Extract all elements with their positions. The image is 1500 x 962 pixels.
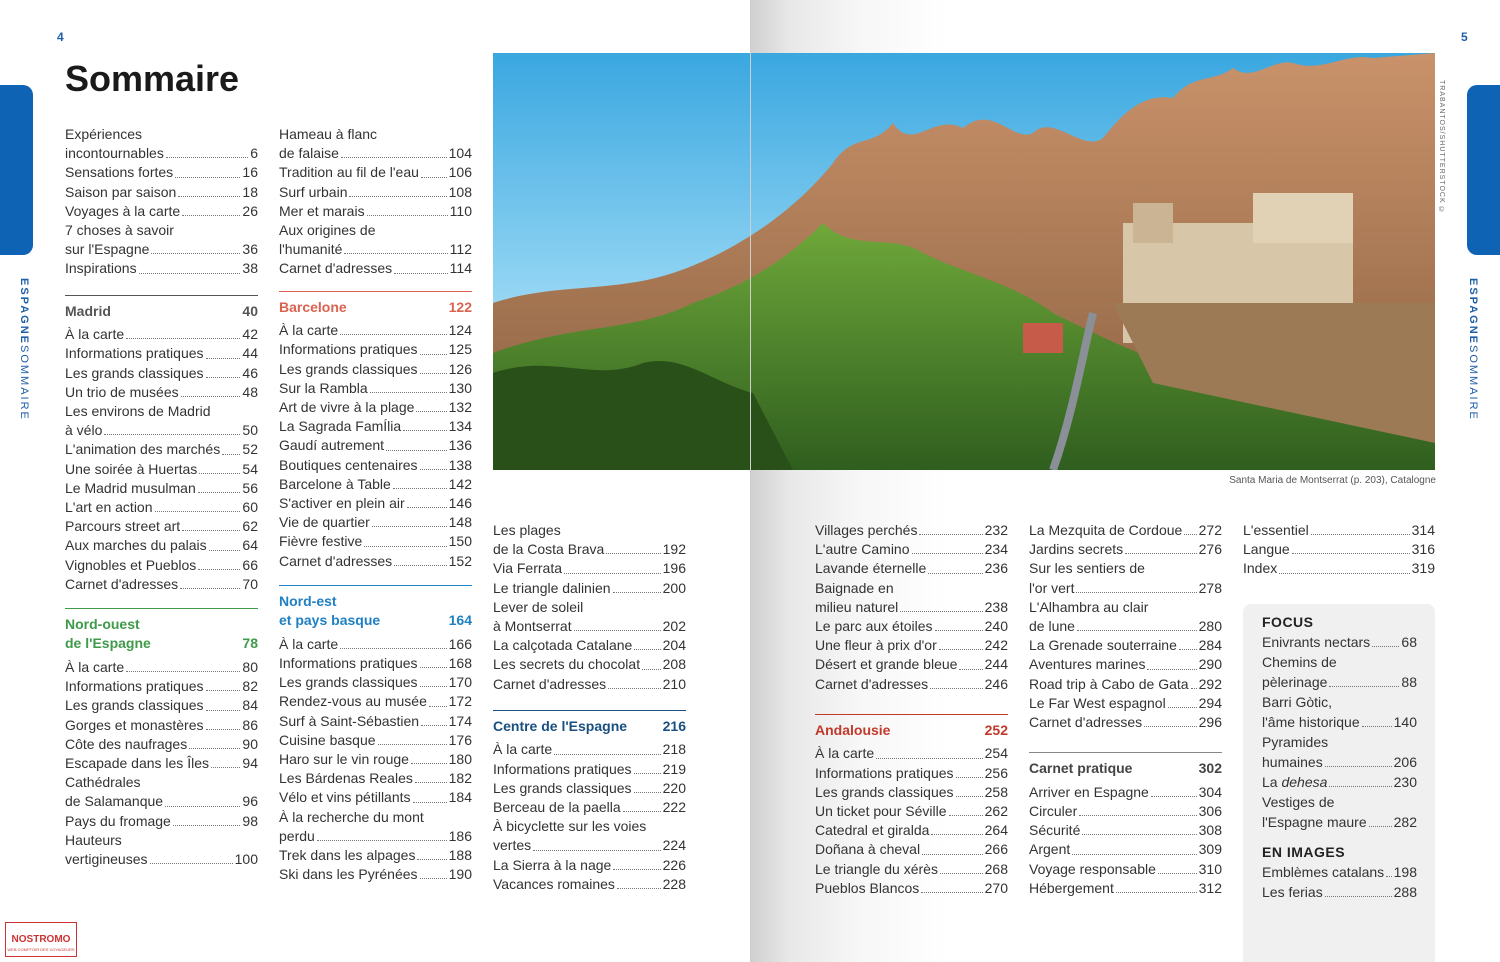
toc-entry[interactable]: Les grands classiques 170: [279, 674, 472, 691]
toc-entry-cont: Vestiges de: [1262, 794, 1335, 810]
toc-entry[interactable]: Aux marches du palais 64: [65, 537, 258, 554]
toc-entry-cont: Pyramides: [1262, 734, 1329, 750]
toc-entry[interactable]: La Mezquita de Cordoue 272: [1029, 522, 1222, 538]
side-label-rest: SOMMAIRE: [1467, 344, 1479, 421]
toc-entry[interactable]: À la carte 42: [65, 326, 258, 343]
photo-montserrat-right: [751, 53, 1435, 470]
toc-entry[interactable]: Les grands classiques 84: [65, 697, 258, 714]
toc-entry[interactable]: Un trio de musées 48: [65, 383, 258, 400]
toc-entry[interactable]: Parcours street art 62: [65, 518, 258, 535]
toc-entry[interactable]: L'art en action 60: [65, 498, 258, 515]
toc-entry[interactable]: Road trip à Cabo de Gata 292: [1029, 675, 1222, 692]
toc-entry-cont: Aux origines de: [279, 222, 376, 239]
toc-entry[interactable]: Haro sur le vin rouge 180: [279, 750, 472, 767]
focus-heading: FOCUS: [1262, 614, 1314, 630]
toc-entry[interactable]: Tradition au fil de l'eau 106: [279, 164, 472, 181]
toc-entry[interactable]: Rendez-vous au musée 172: [279, 693, 472, 710]
toc-entry[interactable]: Pays du fromage 98: [65, 812, 258, 829]
page-number-left: 4: [57, 30, 64, 44]
toc-entry[interactable]: Les Bárdenas Reales 182: [279, 770, 472, 787]
toc-column-2: [279, 125, 472, 884]
toc-entry[interactable]: Vacances romaines 228: [493, 875, 686, 892]
toc-entry-cont: Hauteurs: [65, 831, 122, 848]
toc-entry-cont: Cathédrales: [65, 774, 141, 791]
toc-entry[interactable]: de la Costa Brava 192: [493, 541, 686, 558]
toc-entry[interactable]: L'autre Camino 234: [815, 541, 1008, 558]
toc-entry[interactable]: Trek dans les alpages 188: [279, 847, 472, 863]
toc-entry[interactable]: Lavande éternelle 236: [815, 560, 1008, 577]
toc-entry-cont: Baignade en: [815, 579, 894, 596]
toc-entry-cont: Barri Gòtic,: [1262, 694, 1333, 710]
section-rule: [815, 714, 1008, 715]
toc-entry[interactable]: Enivrants nectars 68: [1262, 634, 1417, 650]
toc-entry[interactable]: Informations pratiques 82: [65, 678, 258, 695]
toc-entry[interactable]: La Sierra à la nage 226: [493, 856, 686, 873]
toc-entry[interactable]: Cuisine basque 176: [279, 731, 472, 748]
toc-entry[interactable]: Boutiques centenaires 138: [279, 456, 472, 473]
section-rule: [1029, 752, 1222, 753]
toc-entry[interactable]: Une soirée à Huertas 54: [65, 460, 258, 477]
toc-entry[interactable]: Berceau de la paella 222: [493, 798, 686, 815]
toc-entry-cont: À bicyclette sur les voies: [493, 818, 647, 835]
section-madrid[interactable]: Madrid 40: [65, 302, 258, 319]
toc-entry[interactable]: Vie de quartier 148: [279, 514, 472, 531]
toc-entry[interactable]: l'Espagne maure 282: [1262, 814, 1417, 830]
toc-entry[interactable]: Gaudí autrement 136: [279, 437, 472, 454]
toc-entry[interactable]: Les grands classiques 258: [815, 783, 1008, 800]
photo-montserrat-left: [493, 53, 750, 470]
toc-entry[interactable]: Carnet d'adresses 210: [493, 675, 686, 692]
toc-entry[interactable]: à vélo 50: [65, 422, 258, 439]
toc-column-6: [1243, 521, 1435, 579]
toc-entry[interactable]: Catedral et giralda 264: [815, 822, 1008, 839]
toc-entry-cont: Hameau à flanc: [279, 126, 378, 142]
toc-entry[interactable]: Voyages à la carte 26: [65, 202, 258, 219]
toc-entry[interactable]: Le parc aux étoiles 240: [815, 618, 1008, 635]
toc-entry[interactable]: Carnet d'adresses 296: [1029, 714, 1222, 731]
side-label-rest: SOMMAIRE: [18, 344, 30, 421]
toc-entry[interactable]: Carnet d'adresses 152: [279, 552, 472, 569]
toc-entry[interactable]: Informations pratiques 219: [493, 760, 686, 777]
toc-entry[interactable]: Index 319: [1243, 560, 1435, 577]
toc-entry[interactable]: incontournables 6: [65, 145, 258, 162]
toc-entry[interactable]: Jardins secrets 276: [1029, 541, 1222, 558]
section-barcelone[interactable]: Barcelone 122: [279, 298, 472, 315]
toc-entry[interactable]: Côte des naufrages 90: [65, 735, 258, 752]
toc-entry-cont: Expériences: [65, 126, 143, 142]
toc-column-3: [493, 521, 686, 894]
toc-entry[interactable]: Argent 309: [1029, 841, 1222, 858]
toc-entry[interactable]: Circuler 306: [1029, 802, 1222, 819]
side-label-right: [1467, 278, 1479, 421]
toc-entry-cont: Lever de soleil: [493, 598, 584, 615]
toc-column-1: [65, 125, 258, 869]
toc-entry[interactable]: À la carte 124: [279, 322, 472, 339]
section-nord-ouest[interactable]: Nord-ouest de l'Espagne 78: [65, 615, 258, 652]
toc-entry[interactable]: À la carte 254: [815, 745, 1008, 762]
toc-entry-cont: Les plages: [493, 522, 561, 538]
toc-entry[interactable]: Pueblos Blancos 270: [815, 879, 1008, 896]
toc-entry[interactable]: Villages perchés 232: [815, 522, 1008, 538]
toc-entry[interactable]: de Salamanque 96: [65, 793, 258, 810]
toc-entry[interactable]: Surf à Saint-Sébastien 174: [279, 712, 472, 729]
toc-entry-cont: Chemins de: [1262, 654, 1337, 670]
toc-entry[interactable]: perdu 186: [279, 827, 472, 844]
toc-entry[interactable]: Les secrets du chocolat 208: [493, 656, 686, 673]
toc-entry[interactable]: La calçotada Catalane 204: [493, 637, 686, 654]
side-label-left: [18, 278, 30, 421]
side-label-bold: ESPAGNE: [18, 278, 30, 345]
toc-entry[interactable]: Arriver en Espagne 304: [1029, 783, 1222, 800]
toc-entry[interactable]: Doñana à cheval 266: [815, 841, 1008, 858]
toc-entry[interactable]: Désert et grande bleue 244: [815, 656, 1008, 673]
toc-entry[interactable]: Surf urbain 108: [279, 183, 472, 200]
toc-entry[interactable]: de falaise 104: [279, 145, 472, 162]
section-rule: [493, 710, 686, 711]
section-rule: [65, 295, 258, 296]
toc-entry[interactable]: Art de vivre à la plage 132: [279, 398, 472, 415]
toc-entry[interactable]: Langue 316: [1243, 541, 1435, 558]
side-label-bold: ESPAGNE: [1467, 278, 1479, 345]
images-heading: EN IMAGES: [1262, 844, 1346, 860]
section-rule: [65, 608, 258, 609]
side-tab-left: [0, 85, 33, 255]
toc-entry[interactable]: Les grands classiques 46: [65, 364, 258, 381]
side-tab-right: [1467, 85, 1500, 255]
section-centre[interactable]: Centre de l'Espagne 216: [493, 717, 686, 734]
toc-entry[interactable]: À la carte 80: [65, 658, 258, 675]
toc-entry[interactable]: La dehesa 230: [1262, 774, 1417, 790]
toc-entry[interactable]: Les grands classiques 220: [493, 779, 686, 796]
toc-entry[interactable]: à Montserrat 202: [493, 618, 686, 635]
toc-entry[interactable]: vertes 224: [493, 837, 686, 854]
toc-entry[interactable]: Sensations fortes 16: [65, 164, 258, 181]
toc-entry[interactable]: pèlerinage 88: [1262, 674, 1417, 690]
toc-entry[interactable]: humaines 206: [1262, 754, 1417, 770]
toc-entry[interactable]: Barcelone à Table 142: [279, 475, 472, 492]
toc-entry[interactable]: S'activer en plein air 146: [279, 494, 472, 511]
toc-entry-cont: 7 choses à savoir: [65, 222, 174, 239]
toc-entry-cont: Les environs de Madrid: [65, 402, 211, 419]
toc-entry-cont: L'Alhambra au clair: [1029, 598, 1149, 615]
toc-entry[interactable]: Fièvre festive 150: [279, 533, 472, 550]
toc-entry[interactable]: Voyage responsable 310: [1029, 860, 1222, 877]
toc-entry[interactable]: Emblèmes catalans 198: [1262, 864, 1417, 880]
toc-entry[interactable]: À la carte 218: [493, 741, 686, 758]
section-carnet-pratique[interactable]: Carnet pratique 302: [1029, 760, 1222, 777]
toc-entry[interactable]: Hébergement 312: [1029, 879, 1222, 896]
montserrat-photo: [493, 53, 750, 470]
toc-entry[interactable]: L'animation des marchés 52: [65, 441, 258, 458]
toc-entry[interactable]: l'âme historique 140: [1262, 714, 1417, 730]
toc-entry[interactable]: Informations pratiques 256: [815, 764, 1008, 781]
toc-entry[interactable]: Informations pratiques 168: [279, 654, 472, 671]
toc-entry[interactable]: Une fleur à prix d'or 242: [815, 637, 1008, 654]
page-number-right: 5: [1461, 30, 1468, 44]
toc-entry[interactable]: Informations pratiques 125: [279, 341, 472, 358]
toc-entry[interactable]: Inspirations 38: [65, 260, 258, 277]
toc-entry[interactable]: Un ticket pour Séville 262: [815, 802, 1008, 819]
toc-entry[interactable]: Les ferias 288: [1262, 884, 1417, 900]
photo-credit: TRABANTOS/SHUTTERSTOCK ©: [1438, 80, 1445, 215]
toc-entry-cont: À la recherche du mont: [279, 808, 424, 825]
toc-entry[interactable]: l'humanité 112: [279, 241, 472, 258]
toc-entry[interactable]: Saison par saison 18: [65, 183, 258, 200]
toc-entry[interactable]: Sécurité 308: [1029, 822, 1222, 839]
toc-entry[interactable]: Carnet d'adresses 70: [65, 575, 258, 592]
section-andalousie[interactable]: Andalousie 252: [815, 721, 1008, 738]
toc-entry[interactable]: Carnet d'adresses 246: [815, 675, 1008, 692]
toc-entry[interactable]: Les grands classiques 126: [279, 360, 472, 377]
section-nord-est[interactable]: Nord-est et pays basque 164: [279, 592, 472, 629]
toc-entry[interactable]: À la carte 166: [279, 635, 472, 652]
toc-entry[interactable]: Le Madrid musulman 56: [65, 479, 258, 496]
page-title: Sommaire: [65, 58, 240, 99]
toc-entry[interactable]: sur l'Espagne 36: [65, 241, 258, 258]
toc-entry[interactable]: Ski dans les Pyrénées 190: [279, 866, 472, 883]
toc-entry[interactable]: L'essentiel 314: [1243, 522, 1435, 538]
toc-entry[interactable]: Le Far West espagnol 294: [1029, 694, 1222, 711]
toc-entry[interactable]: Le triangle du xérès 268: [815, 860, 1008, 877]
toc-entry[interactable]: Escapade dans les Îles 94: [65, 754, 258, 771]
photo-caption: Santa Maria de Montserrat (p. 203), Catalogne: [1229, 475, 1436, 486]
nostromo-logo: NOSTROMO WEB COMPTOIR DES VOYAGEURS: [5, 922, 77, 957]
toc-entry[interactable]: Le triangle dalinien 200: [493, 579, 686, 596]
toc-entry[interactable]: Vignobles et Pueblos 66: [65, 556, 258, 573]
toc-entry[interactable]: l'or vert 278: [1029, 579, 1222, 596]
toc-entry[interactable]: Vélo et vins pétillants 184: [279, 789, 472, 806]
toc-column-4: [815, 521, 1008, 898]
toc-entry[interactable]: Mer et marais 110: [279, 202, 472, 219]
toc-entry[interactable]: Informations pratiques 44: [65, 345, 258, 362]
toc-entry[interactable]: La Sagrada FamÍlia 134: [279, 418, 472, 435]
toc-entry[interactable]: de lune 280: [1029, 618, 1222, 635]
toc-entry[interactable]: La Grenade souterraine 284: [1029, 637, 1222, 654]
toc-entry[interactable]: Sur la Rambla 130: [279, 379, 472, 396]
section-rule: [279, 585, 472, 586]
toc-entry[interactable]: Aventures marines 290: [1029, 656, 1222, 673]
montserrat-photo-right: [751, 53, 1435, 470]
toc-entry[interactable]: milieu naturel 238: [815, 598, 1008, 615]
section-rule: [279, 291, 472, 292]
toc-entry[interactable]: Gorges et monastères 86: [65, 716, 258, 733]
toc-entry[interactable]: vertigineuses 100: [65, 851, 258, 867]
toc-entry[interactable]: Carnet d'adresses 114: [279, 260, 472, 277]
toc-entry[interactable]: Via Ferrata 196: [493, 560, 686, 577]
focus-box: [1243, 604, 1435, 962]
toc-column-5: [1029, 521, 1222, 898]
toc-entry-cont: Sur les sentiers de: [1029, 560, 1145, 577]
